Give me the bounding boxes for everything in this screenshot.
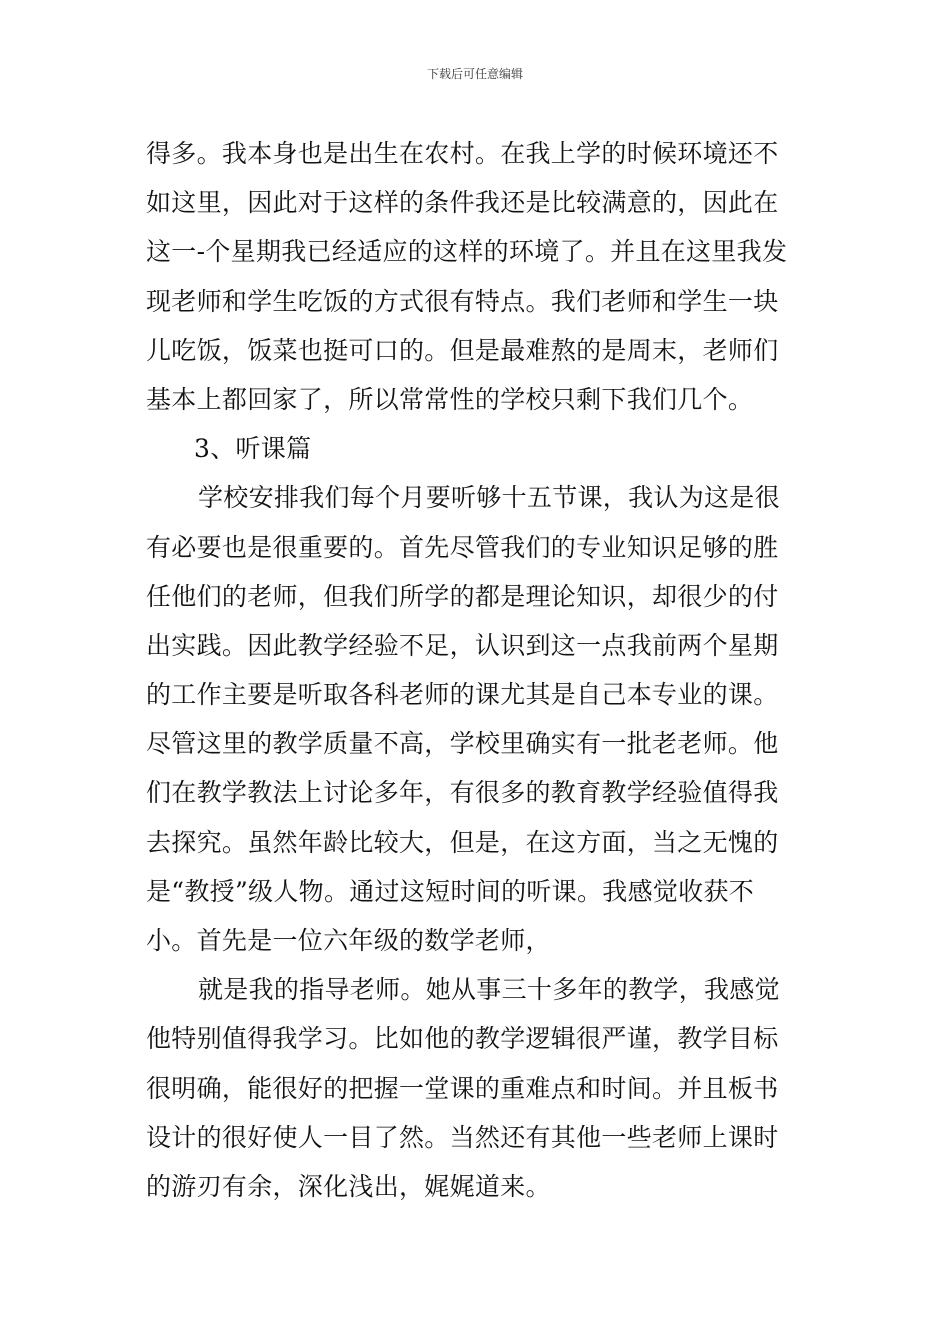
paragraph-line: 去探究。虽然年龄比较大，但是，在这方面，当之无愧的 bbox=[146, 827, 779, 857]
paragraph-line: 设计的很好使人一目了然。当然还有其他一些老师上课时 bbox=[146, 1122, 779, 1152]
paragraph-line: 有必要也是很重要的。首先尽管我们的专业知识足够的胜 bbox=[146, 532, 779, 562]
paragraph-line: 儿吃饭，饭菜也挺可口的。但是最难熬的是周末，老师们 bbox=[146, 335, 779, 365]
paragraph-line: 出实践。因此教学经验不足，认识到这一点我前两个星期 bbox=[146, 630, 779, 660]
page-header: 下载后可任意编辑 bbox=[426, 67, 523, 81]
paragraph-line: 得多。我本身也是出生在农村。在我上学的时候环境还不 bbox=[146, 139, 779, 168]
paragraph-line: 如这里，因此对于这样的条件我还是比较满意的，因此在 bbox=[146, 188, 779, 218]
paragraph-line: 们在教学教法上讨论多年，有很多的教育教学经验值得我 bbox=[146, 778, 779, 808]
paragraph-line: 的游刃有余，深化浅出，娓娓道来。 bbox=[146, 1171, 551, 1201]
paragraph-line: 任他们的老师，但我们所学的都是理论知识，却很少的付 bbox=[146, 581, 779, 611]
paragraph-line: 是“教授”级人物。通过这短时间的听课。我感觉收获不 bbox=[146, 876, 755, 906]
paragraph-line: 学校安排我们每个月要听够十五节课，我认为这是很 bbox=[198, 483, 780, 513]
paragraph-line: 他特别值得我学习。比如他的教学逻辑很严谨，教学目标 bbox=[146, 1024, 779, 1054]
paragraph-line: 小。首先是一位六年级的数学老师， bbox=[146, 926, 551, 955]
paragraph-line: 就是我的指导老师。她从事三十多年的教学，我感觉 bbox=[198, 975, 780, 1005]
paragraph-line: 的工作主要是听取各科老师的课尤其是自己本专业的课。 bbox=[146, 680, 779, 710]
paragraph-line: 基本上都回家了，所以常常性的学校只剩下我们几个。 bbox=[146, 384, 754, 414]
paragraph-line: 很明确，能很好的把握一堂课的重难点和时间。并且板书 bbox=[146, 1073, 779, 1103]
document-body bbox=[146, 129, 808, 1211]
paragraph-line: 这一-个星期我已经适应的这样的环境了。并且在这里我发 bbox=[146, 237, 788, 267]
paragraph-line: 现老师和学生吃饭的方式很有特点。我们老师和学生一块 bbox=[146, 286, 779, 316]
paragraph-line: 尽管这里的教学质量不高，学校里确实有一批老老师。他 bbox=[146, 729, 779, 759]
section-heading: 3、听课篇 bbox=[194, 434, 312, 464]
